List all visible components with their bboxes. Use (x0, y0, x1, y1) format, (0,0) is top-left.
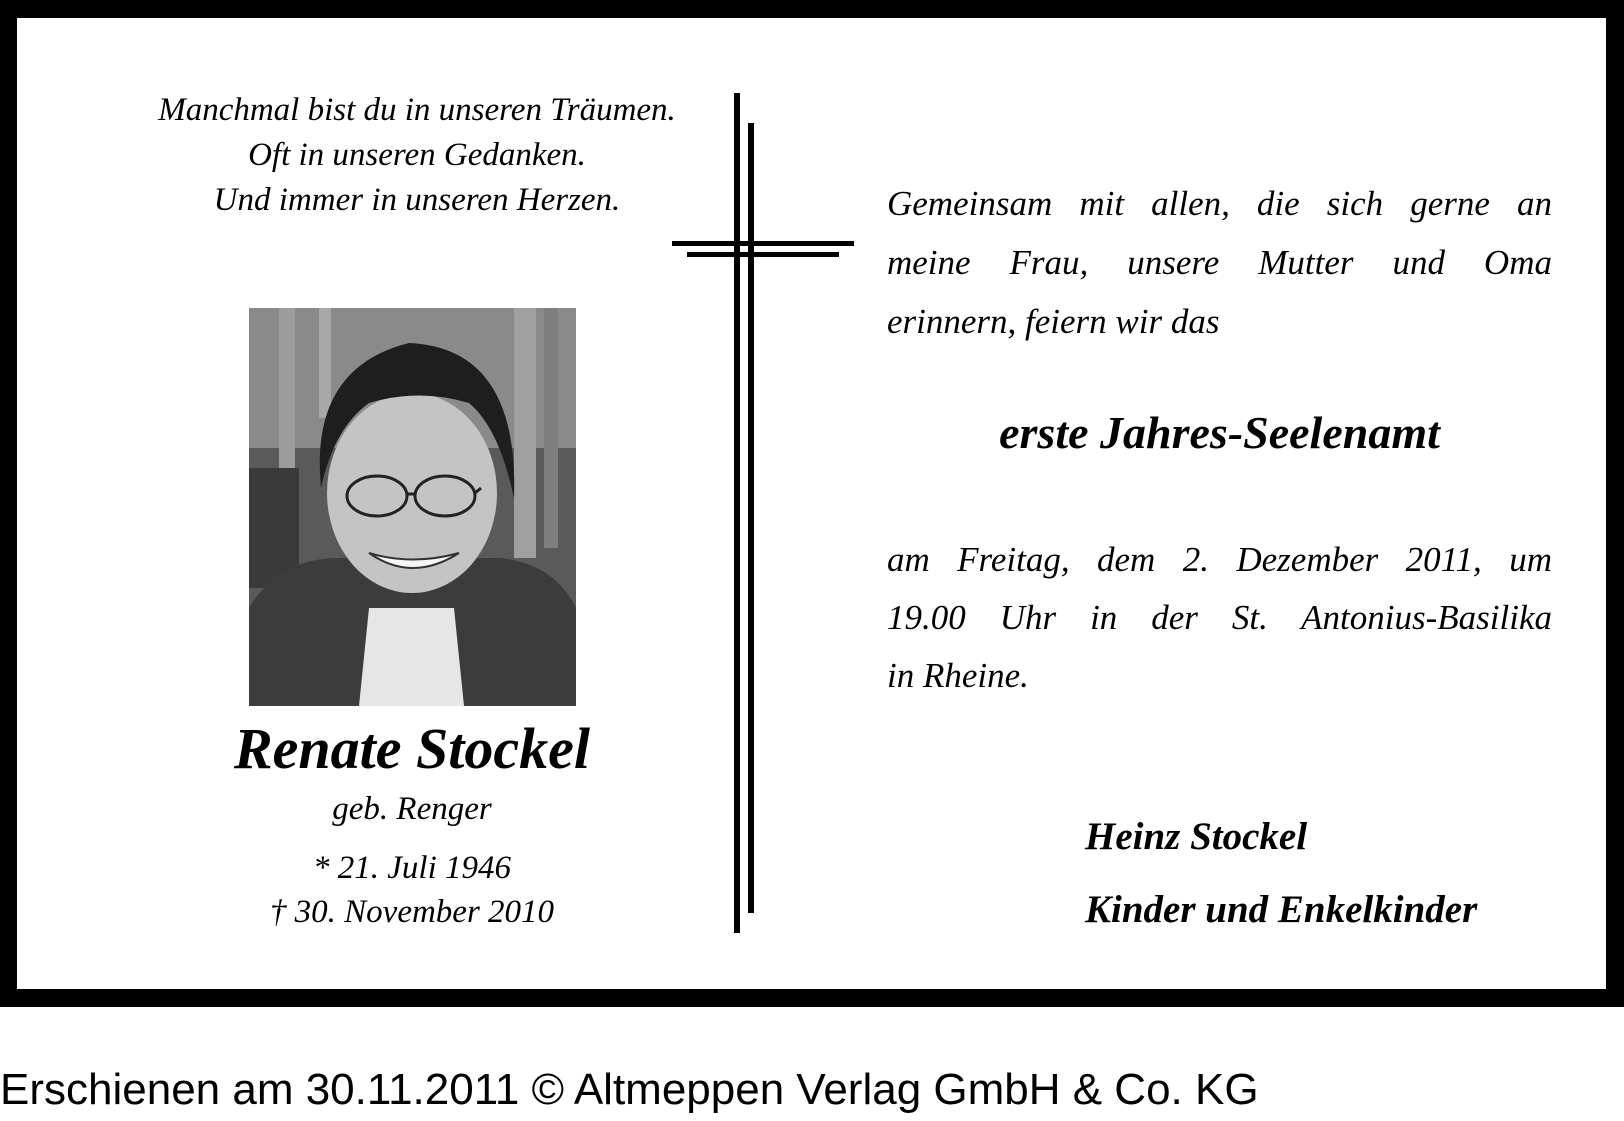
portrait-photo (249, 308, 576, 706)
publication-footer: Erschienen am 30.11.2011 © Altmeppen Verlag GmbH & Co. KG (0, 1065, 1259, 1114)
signer-family: Kinder und Enkelkinder (1085, 888, 1478, 931)
announcement-intro (887, 174, 1552, 351)
signer-name: Heinz Stockel (1085, 815, 1308, 858)
details-line-1: am Freitag, dem 2. Dezember 2011, um (887, 540, 1552, 579)
memorial-poem (77, 88, 757, 223)
intro-line-2: meine Frau, unsere Mutter und Oma (887, 243, 1552, 282)
intro-line-1: Gemeinsam mit allen, die sich gerne an (887, 184, 1552, 223)
details-line-2: 19.00 Uhr in der St. Antonius-Basilika (887, 598, 1552, 637)
service-title: erste Jahres-Seelenamt (999, 407, 1440, 458)
deceased-name: Renate Stockel (233, 716, 590, 781)
birth-date: * 21. Juli 1946 (313, 850, 511, 886)
poem-line-1: Manchmal bist du in unseren Träumen. (158, 92, 676, 128)
poem-line-3: Und immer in unseren Herzen. (213, 182, 621, 218)
poem-line-2: Oft in unseren Gedanken. (248, 137, 586, 173)
service-details (887, 531, 1552, 705)
death-date: † 30. November 2010 (269, 894, 555, 930)
details-line-3: in Rheine. (887, 656, 1029, 695)
cross-icon (672, 93, 857, 933)
maiden-name: geb. Renger (332, 791, 492, 827)
intro-line-3: erinnern, feiern wir das (887, 302, 1220, 341)
